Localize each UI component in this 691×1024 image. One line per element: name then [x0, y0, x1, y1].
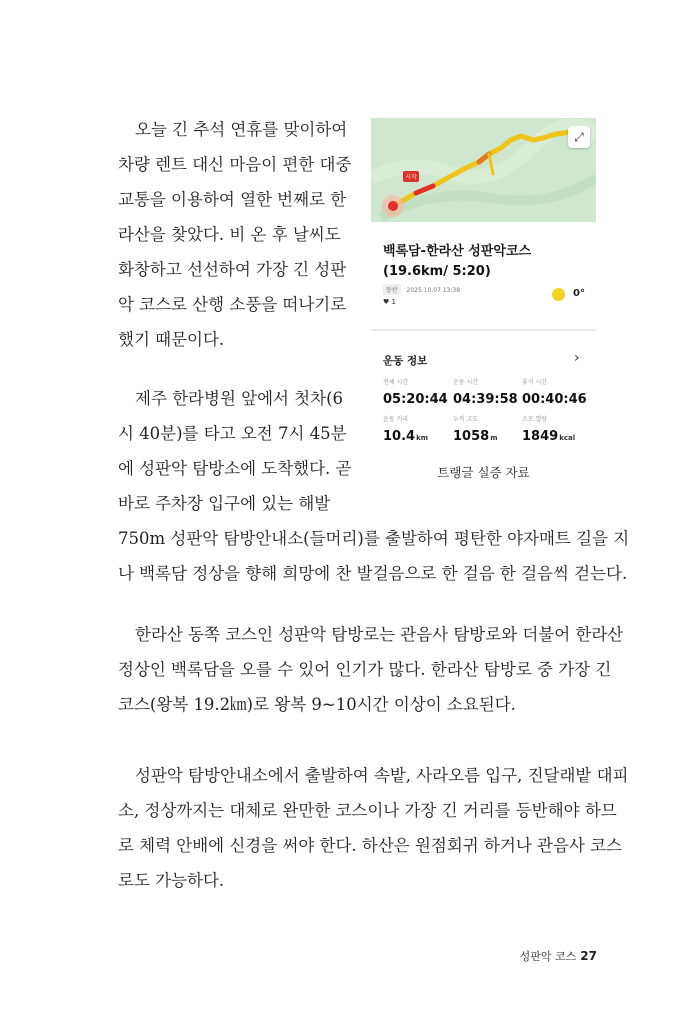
paragraph-1: [118, 112, 350, 357]
text-line: 제주 한라병원 앞에서 첫차(6: [135, 389, 343, 408]
text-line: 바로 주차장 입구에 있는 해발: [118, 494, 331, 513]
stat-label: 누적 고도: [453, 416, 479, 423]
stat-value: 10.4: [383, 429, 416, 444]
start-marker-label: 시작: [405, 174, 417, 181]
stat-value: 1058: [453, 429, 490, 444]
stat-calories: [522, 414, 575, 444]
paragraph-2: [118, 381, 358, 521]
stat-label: 운동 시간: [453, 379, 479, 386]
stat-unit: m: [490, 434, 498, 442]
activity-meta: [383, 284, 460, 295]
stat-unit: kcal: [559, 434, 576, 442]
text-line: 했기 때문이다.: [118, 330, 225, 349]
activity-datetime: 2025.10.07 13:38: [406, 287, 461, 294]
stat-label: 소모 열량: [522, 416, 548, 423]
text-line: 시 40분)를 타고 오전 7시 45분: [118, 424, 347, 443]
stat-total-time: [383, 377, 448, 407]
text-line: 교통을 이용하여 열한 번째로 한: [118, 190, 347, 209]
route-map: [371, 118, 596, 222]
tracking-app-screenshot: [371, 118, 596, 480]
stat-value: 04:39:58: [453, 392, 518, 407]
stat-rest-time: [522, 377, 587, 407]
text-line: 나 백록담 정상을 향해 희망에 찬 발걸음으로 한 걸음 한 걸음씩 걷는다.: [118, 564, 628, 583]
stat-unit: km: [416, 434, 429, 442]
text-line: 화창하고 선선하여 가장 긴 성판: [118, 260, 347, 279]
text-line: 라산을 찾았다. 비 온 후 날씨도: [118, 225, 341, 244]
text-line: 에 성판악 탐방소에 도착했다. 곧: [118, 459, 352, 478]
text-line: 로 체력 안배에 신경을 써야 한다. 하산은 원점회귀 하거나 관음사 코스: [118, 836, 622, 855]
paragraph-2-continued: [118, 521, 630, 591]
stat-value: 1849: [522, 429, 559, 444]
stat-elevation: [453, 414, 497, 444]
weather-temperature: 0°: [573, 288, 585, 299]
stat-label: 운동 거리: [383, 416, 409, 423]
page-footer: [491, 948, 597, 964]
text-line: 750m 성판악 탐방안내소(들머리)를 출발하여 평탄한 야자매트 길을 지: [118, 529, 630, 548]
text-line: 악 코스로 산행 소풍을 떠나기로: [118, 295, 347, 314]
stat-exercise-time: [453, 377, 518, 407]
likes-count[interactable]: ♥ 1: [383, 298, 396, 306]
text-line: 오늘 긴 추석 연휴를 맞이하여: [135, 120, 348, 139]
text-line: 정상인 백록담을 오를 수 있어 인기가 많다. 한라산 탐방로 중 가장 긴: [118, 660, 612, 679]
expand-icon[interactable]: ⤢: [568, 126, 590, 148]
text-line: 한라산 동쪽 코스인 성판악 탐방로는 관음사 탐방로와 더불어 한라산: [135, 625, 624, 644]
running-header: 성판악 코스: [519, 950, 577, 963]
exercise-info-title: 운동 정보: [383, 355, 428, 367]
route-map-graphic: [371, 118, 596, 222]
paragraph-4: [118, 758, 629, 898]
image-caption: 트랭글 실증 자료: [437, 465, 530, 480]
chevron-right-icon[interactable]: ›: [574, 350, 580, 366]
stat-value: 05:20:44: [383, 392, 448, 407]
paragraph-3: [118, 617, 624, 722]
sun-icon: [552, 288, 565, 301]
stat-value: 00:40:46: [522, 392, 587, 407]
text-line: 성판악 탐방안내소에서 출발하여 속밭, 사라오름 입구, 진달래밭 대피: [135, 766, 629, 785]
page-number: 27: [580, 949, 597, 963]
text-line: 코스(왕복 19.2㎞)로 왕복 9~10시간 이상이 소요된다.: [118, 695, 516, 714]
text-line: 소, 정상까지는 대체로 완만한 코스이나 가장 긴 거리를 등반해야 하므: [118, 801, 617, 820]
text-line: 로도 가능하다.: [118, 871, 225, 890]
start-point: [388, 201, 398, 211]
text-line: 차량 렌트 대신 마음이 편한 대중: [118, 155, 352, 174]
stat-label: 전체 시간: [383, 379, 409, 386]
stat-label: 휴식 시간: [522, 379, 548, 386]
course-title: 백록담-한라산 성판악코스(19.6km/ 5:20): [383, 244, 532, 279]
section-divider: [371, 329, 596, 331]
stat-distance: [383, 414, 428, 444]
activity-tag: 등산: [383, 284, 401, 295]
